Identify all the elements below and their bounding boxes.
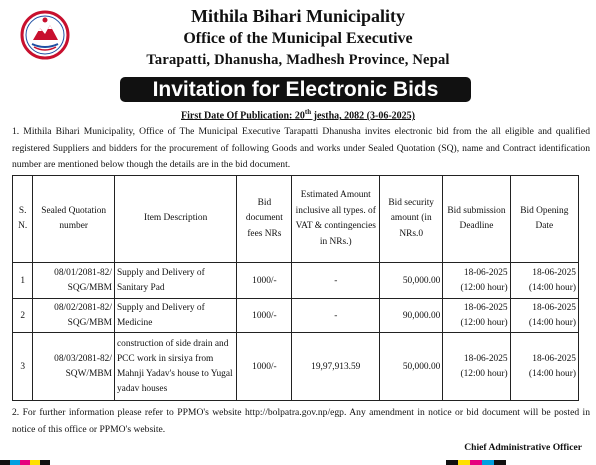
office-address: Tarapatti, Dhanusha, Madhesh Province, Nepal: [146, 52, 450, 68]
cell-opening: 18-06-2025 (14:00 hour): [510, 263, 578, 299]
cell-sn: 3: [13, 333, 33, 401]
first-publication-date: First Date Of Publication: 20th jestha, 2082 (3-06-2025): [181, 108, 415, 122]
bid-table: [12, 175, 579, 401]
cell-deadline: 18-06-2025 (12:00 hour): [443, 299, 510, 333]
cell-deadline: 18-06-2025 (12:00 hour): [443, 263, 510, 299]
cell-security: 50,000.00: [380, 263, 443, 299]
cell-sn: 2: [13, 299, 33, 333]
table-row: [13, 299, 579, 333]
cell-fee: 1000/-: [237, 299, 292, 333]
cell-estimate: -: [292, 299, 380, 333]
cell-fee: 1000/-: [237, 263, 292, 299]
print-mark-left: [0, 460, 60, 465]
cell-sn: 1: [13, 263, 33, 299]
notice-paragraph-2: 2. For further information please refer to PPMO's website http://bolpatra.gov.np/egp. Any amendment in notice or bid document will be posted in notice of this office or PPMO's website.: [12, 407, 590, 435]
cell-item: Supply and Delivery of Sanitary Pad: [114, 263, 236, 299]
table-header-row: [13, 176, 579, 263]
print-mark-right: [446, 460, 536, 465]
notice-banner: Invitation for Electronic Bids: [120, 77, 471, 102]
col-header-security: Bid security amount (in NRs.0: [380, 176, 443, 263]
office-title: Office of the Municipal Executive: [183, 30, 413, 47]
cell-item: Supply and Delivery of Medicine: [114, 299, 236, 333]
notice-paragraph-1: 1. Mithila Bihari Municipality, Office of The Municipal Executive Tarapatti Dhanusha invites electronic bid from the all eligible and qualified registered Suppliers and bidders for the procurement of following Goods and works under Sealed Quotation (SQ), name and Contract identification number are mentioned below though the details are in the bid document.: [12, 126, 590, 170]
municipality-title: Mithila Bihari Municipality: [190, 6, 405, 26]
col-header-fee: Bid document fees NRs: [237, 176, 292, 263]
col-header-opening: Bid Opening Date: [510, 176, 578, 263]
cell-deadline: 18-06-2025 (12:00 hour): [443, 333, 510, 401]
cell-fee: 1000/-: [237, 333, 292, 401]
cell-security: 90,000.00: [380, 299, 443, 333]
cell-estimate: 19,97,913.59: [292, 333, 380, 401]
cell-sq: 08/03/2081-82/ SQW/MBM: [33, 333, 115, 401]
cell-sq: 08/01/2081-82/ SQG/MBM: [33, 263, 115, 299]
col-header-item: Item Description: [114, 176, 236, 263]
cell-opening: 18-06-2025 (14:00 hour): [510, 333, 578, 401]
cell-security: 50,000.00: [380, 333, 443, 401]
col-header-deadline: Bid submission Deadline: [443, 176, 510, 263]
col-header-sn: S. N.: [13, 176, 33, 263]
cell-item: construction of side drain and PCC work in sirsiya from Mahnji Yadav's house to Yugal yadav houses: [114, 333, 236, 401]
col-header-sq: Sealed Quotation number: [33, 176, 115, 263]
cell-estimate: -: [292, 263, 380, 299]
table-row: [13, 333, 579, 401]
table-row: [13, 263, 579, 299]
cell-sq: 08/02/2081-82/ SQG/MBM: [33, 299, 115, 333]
col-header-estimate: Estimated Amount inclusive all types. of VAT & contingencies in NRs.): [292, 176, 380, 263]
cell-opening: 18-06-2025 (14:00 hour): [510, 299, 578, 333]
signatory-title: Chief Administrative Officer: [464, 442, 582, 453]
